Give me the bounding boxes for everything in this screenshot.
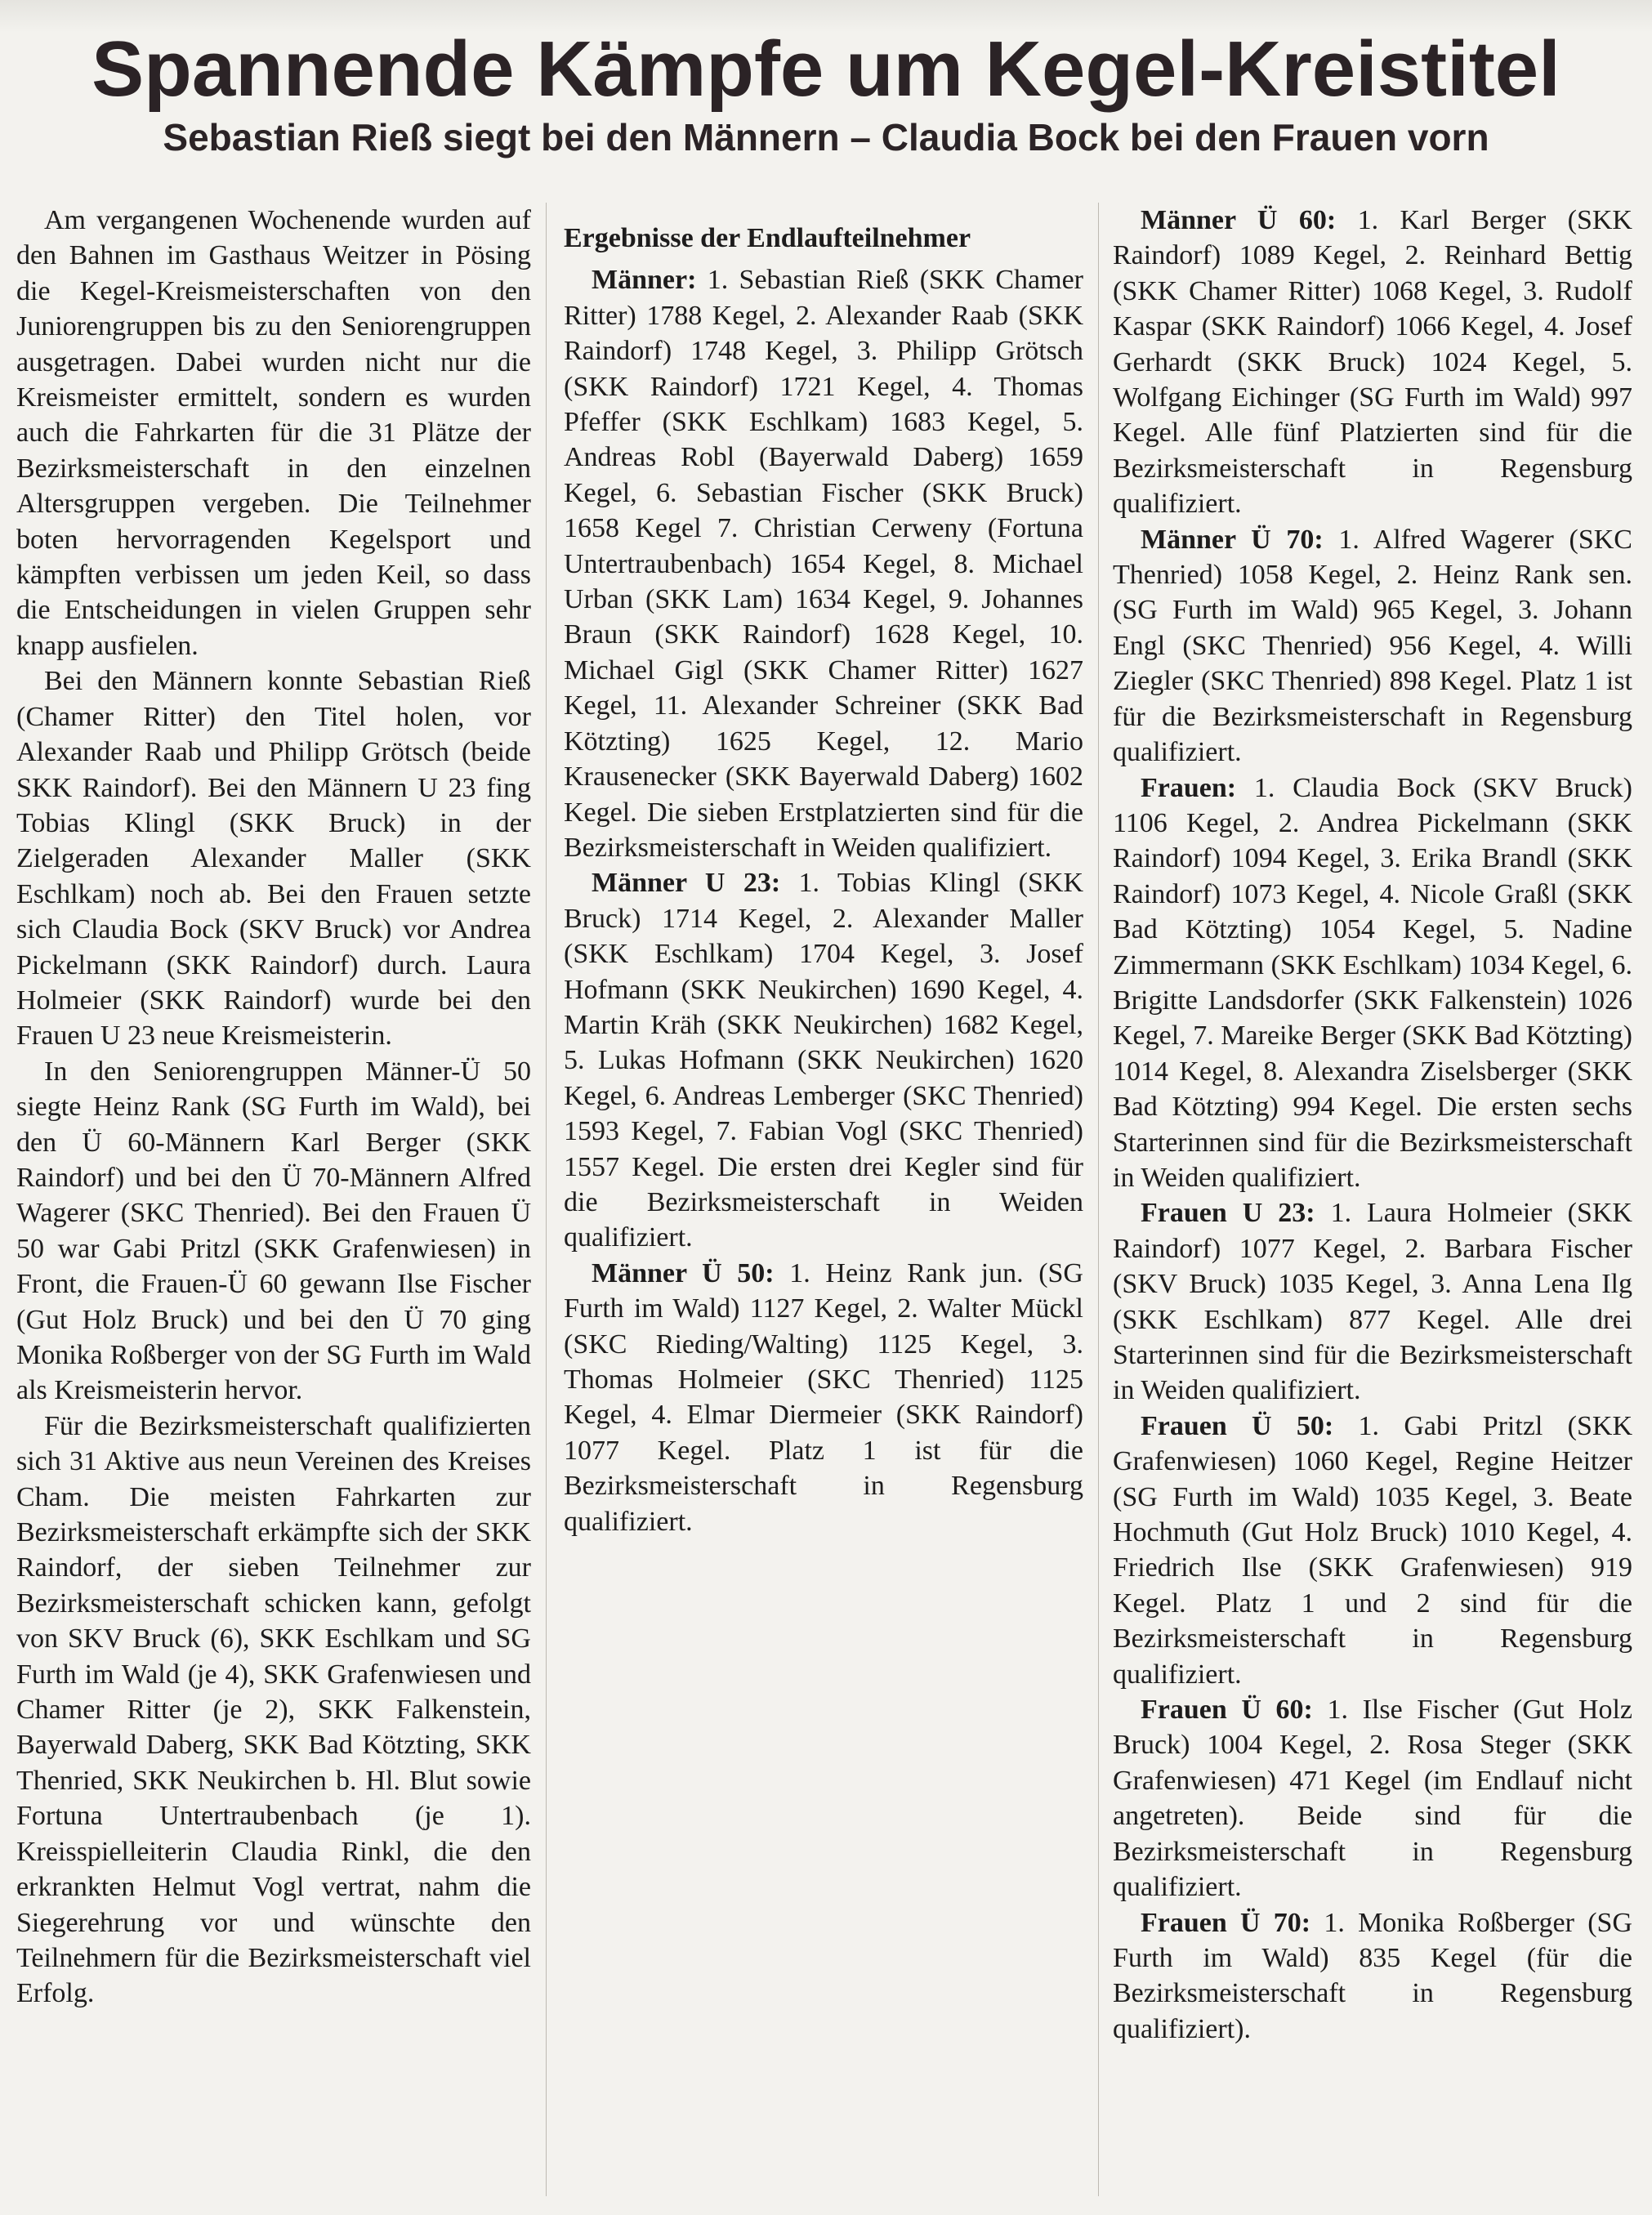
- result-entry: [564, 865, 1083, 1255]
- result-text: 1. Ilse Fischer (Gut Holz Bruck) 1004 Kegel, 2. Rosa Steger (SKK Grafenwiesen) 471 Kegel (im Endlauf nicht angetreten). Beide sind für die Bezirksmeisterschaft in Regensburg qualifiziert.: [1113, 1695, 1632, 1903]
- result-text: 1. Heinz Rank jun. (SG Furth im Wald) 1127 Kegel, 2. Walter Mückl (SKC Rieding/Walting) 1125 Kegel, 3. Thomas Holmeier (SKC Thenried) 1125 Kegel, 4. Elmar Diermeier (SKK Raindorf) 1077 Kegel. Platz 1 ist für die Bezirksmeisterschaft in Regensburg qualifiziert.: [564, 1257, 1083, 1537]
- intro-paragraph: Für die Bezirksmeisterschaft qualifizierten sich 31 Aktive aus neun Vereinen des Kreises Cham. Die meisten Fahrkarten zur Bezirksmeisterschaft erkämpfte sich der SKK Raindorf, der sieben Teilnehmer zur Bezirksmeisterschaft schicken kann, gefolgt von SKV Bruck (6), SKK Eschlkam und SG Furth im Wald (je 4), SKK Grafenwiesen und Chamer Ritter (je 2), SKK Falkenstein, Bayerwald Daberg, SKK Bad Kötzting, SKK Thenried, SKK Neukirchen b. Hl. Blut sowie Fortuna Untertraubenbach (je 1). Kreisspielleiterin Claudia Rinkl, die den erkrankten Helmut Vogl vertrat, nahm die Siegerehrung vor und wünschte den Teilnehmern für die Bezirksmeisterschaft viel Erfolg.: [16, 1410, 531, 2009]
- result-entry: [1113, 1409, 1632, 1692]
- intro-paragraph: In den Seniorengruppen Männer-Ü 50 siegte Heinz Rank (SG Furth im Wald), bei den Ü 60-Männern Karl Berger (SKK Raindorf) und bei den Ü 70-Männern Alfred Wagerer (SKC Thenried). Bei den Frauen Ü 50 war Gabi Pritzl (SKK Grafenwiesen) in Front, die Frauen-Ü 60 gewann Ilse Fischer (Gut Holz Bruck) und bei den Ü 70 ging Monika Roßberger von der SG Furth im Wald als Kreismeisterin hervor.: [16, 1056, 531, 1406]
- result-text: 1. Karl Berger (SKK Raindorf) 1089 Kegel, 2. Reinhard Bettig (SKK Chamer Ritter) 1068 Kegel, 3. Rudolf Kaspar (SKK Raindorf) 1066 Kegel, 4. Josef Gerhardt (SKK Bruck) 1024 Kegel, 5. Wolfgang Eichinger (SG Furth im Wald) 997 Kegel. Alle fünf Platzierten sind für die Bezirksmeisterschaft in Regensburg qualifiziert.: [1113, 205, 1632, 520]
- result-category: Frauen Ü 60:: [1141, 1695, 1313, 1726]
- result-entry: [1113, 203, 1632, 522]
- result-text: 1. Tobias Klingl (SKK Bruck) 1714 Kegel, 2. Alexander Maller (SKK Eschlkam) 1704 Kegel, 3. Josef Hofmann (SKK Neukirchen) 1690 Kegel, 4. Martin Kräh (SKK Neukirchen) 1682 Kegel, 5. Lukas Hofmann (SKK Neukirchen) 1620 Kegel, 6. Andreas Lemberger (SKC Thenried) 1593 Kegel, 7. Fabian Vogl (SKC Thenried) 1557 Kegel. Die ersten drei Kegler sind für die Bezirksmeisterschaft in Weiden qualifiziert.: [564, 868, 1083, 1253]
- result-text: 1. Sebastian Rieß (SKK Chamer Ritter) 1788 Kegel, 2. Alexander Raab (SKK Raindorf) 1748 Kegel, 3. Philipp Grötsch (SKK Raindorf) 1721 Kegel, 4. Thomas Pfeffer (SKK Eschlkam) 1683 Kegel, 5. Andreas Robl (Bayerwald Daberg) 1659 Kegel, 6. Sebastian Fischer (SKK Bruck) 1658 Kegel 7. Christian Cerweny (Fortuna Untertraubenbach) 1654 Kegel, 8. Michael Urban (SKK Lam) 1634 Kegel, 9. Johannes Braun (SKK Raindorf) 1628 Kegel, 10. Michael Gigl (SKK Chamer Ritter) 1627 Kegel, 11. Alexander Schreiner (SKK Bad Kötzting) 1625 Kegel, 12. Mario Krausenecker (SKK Bayerwald Daberg) 1602 Kegel. Die sieben Erstplatzierten sind für die Bezirksmeisterschaft in Weiden qualifiziert.: [564, 265, 1083, 863]
- article-headline: Spannende Kämpfe um Kegel-Kreistitel: [92, 25, 1560, 113]
- result-entry: [1113, 1195, 1632, 1408]
- result-text: 1. Alfred Wagerer (SKC Thenried) 1058 Kegel, 2. Heinz Rank sen. (SG Furth im Wald) 965 Kegel, 3. Johann Engl (SKC Thenried) 956 Kegel, 4. Willi Ziegler (SKC Thenried) 898 Kegel. Platz 1 ist für die Bezirksmeisterschaft in Regensburg qualifiziert.: [1113, 524, 1632, 768]
- results-heading: Ergebnisse der Endlaufteilnehmer: [564, 223, 971, 253]
- intro-paragraph: Bei den Männern konnte Sebastian Rieß (Chamer Ritter) den Titel holen, vor Alexander Raab und Philipp Grötsch (beide SKK Raindorf). Bei den Männern U 23 fing Tobias Klingl (SKK Bruck) in der Zielgeraden Alexander Maller (SKK Eschlkam) noch ab. Bei den Frauen setzte sich Claudia Bock (SKV Bruck) vor Andrea Pickelmann (SKK Raindorf) durch. Laura Holmeier (SKK Raindorf) wurde bei den Frauen U 23 neue Kreismeisterin.: [16, 666, 531, 1052]
- result-entry: [564, 262, 1083, 865]
- result-category: Frauen Ü 50:: [1141, 1410, 1334, 1441]
- article-subheadline: Sebastian Rieß siegt bei den Männern – Claudia Bock bei den Frauen vorn: [163, 116, 1489, 159]
- result-text: 1. Claudia Bock (SKV Bruck) 1106 Kegel, 2. Andrea Pickelmann (SKK Raindorf) 1094 Kegel, 3. Erika Brandl (SKK Raindorf) 1073 Kegel, 4. Nicole Graßl (SKK Bad Kötzting) 1054 Kegel, 5. Nadine Zimmermann (SKK Eschlkam) 1034 Kegel, 6. Brigitte Landsdorfer (SKK Falkenstein) 1026 Kegel, 7. Mareike Berger (SKK Bad Kötzting) 1014 Kegel, 8. Alexandra Ziselsberger (SKK Bad Kötzting) 994 Kegel. Die ersten sechs Starterinnen sind für die Bezirksmeisterschaft in Weiden qualifiziert.: [1113, 772, 1632, 1193]
- article-column-3: [1113, 203, 1632, 2047]
- result-entry: [564, 1256, 1083, 1539]
- result-text: 1. Gabi Pritzl (SKK Grafenwiesen) 1060 Kegel, Regine Heitzer (SG Furth im Wald) 1035 Kegel, 3. Beate Hochmuth (Gut Holz Bruck) 1010 Kegel, 4. Friedrich Ilse (SKK Grafenwiesen) 919 Kegel. Platz 1 und 2 sind für die Bezirksmeisterschaft in Regensburg qualifiziert.: [1113, 1410, 1632, 1690]
- result-entry: [1113, 1692, 1632, 1905]
- result-entry: [1113, 770, 1632, 1196]
- result-category: Frauen Ü 70:: [1141, 1907, 1311, 1938]
- result-category: Frauen:: [1141, 772, 1237, 803]
- result-category: Männer Ü 60:: [1141, 205, 1337, 235]
- intro-paragraph: Am vergangenen Wochenende wurden auf den Bahnen im Gasthaus Weitzer in Pösing die Kegel-Kreismeisterschaften von den Juniorengruppen bis zu den Seniorengruppen ausgetragen. Dabei wurden nicht nur die Kreismeister ermittelt, sondern es wurden auch die Fahrkarten für die 31 Plätze der Bezirksmeisterschaft in den einzelnen Altersgruppen vergeben. Die Teilnehmer boten hervorragenden Kegelsport und kämpften verbissen um jeden Keil, so dass die Entscheidungen in vielen Gruppen sehr knapp ausfielen.: [16, 205, 531, 661]
- column-divider: [1098, 203, 1099, 2196]
- result-text: 1. Monika Roßberger (SG Furth im Wald) 835 Kegel (für die Bezirksmeisterschaft in Regensburg qualifiziert).: [1113, 1907, 1632, 2044]
- result-text: 1. Laura Holmeier (SKK Raindorf) 1077 Kegel, 2. Barbara Fischer (SKV Bruck) 1035 Kegel, 3. Anna Lena Ilg (SKK Eschlkam) 877 Kegel. Alle drei Starterinnen sind für die Bezirksmeisterschaft in Weiden qualifiziert.: [1113, 1198, 1632, 1406]
- result-category: Männer Ü 50:: [592, 1257, 775, 1288]
- result-entry: [1113, 1905, 1632, 2048]
- article-column-2: [564, 203, 1083, 1539]
- result-category: Frauen U 23:: [1141, 1198, 1315, 1229]
- result-category: Männer Ü 70:: [1141, 524, 1324, 555]
- column-divider: [546, 203, 547, 2196]
- result-entry: [1113, 522, 1632, 770]
- article-column-1: [16, 203, 531, 2012]
- result-category: Männer:: [592, 265, 697, 296]
- result-category: Männer U 23:: [592, 868, 781, 899]
